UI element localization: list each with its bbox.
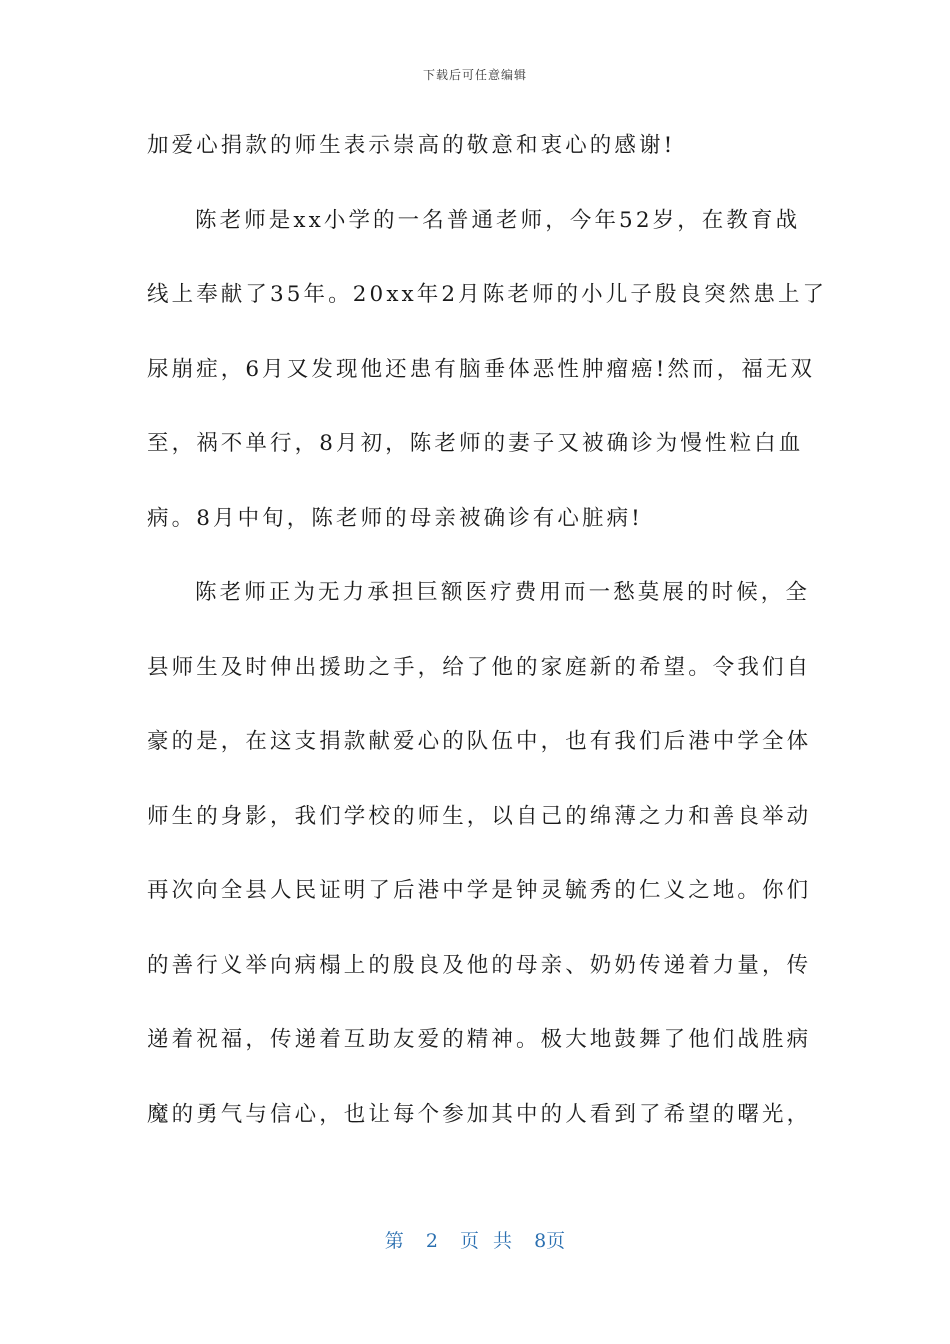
text-line: 尿崩症，6月又发现他还患有脑垂体恶性肿瘤癌!然而，福无双 [147, 356, 816, 382]
text-line: 陈老师正为无力承担巨额医疗费用而一愁莫展的时候，全 [195, 580, 811, 605]
page-header: 下载后可任意编辑 [422, 68, 527, 82]
text-line: 县师生及时伸出援助之手，给了他的家庭新的希望。令我们自 [147, 654, 812, 680]
text-line: 线上奉献了35年。20xx年2月陈老师的小儿子殷良突然患上了 [147, 282, 828, 307]
body-text [147, 122, 828, 1165]
text-line: 豪的是，在这支捐款献爱心的队伍中，也有我们后港中学全体 [147, 729, 812, 754]
footer-middle: 页 共 [460, 1230, 513, 1252]
text-line: 至，祸不单行，8月初，陈老师的妻子又被确诊为慢性粒白血 [147, 431, 804, 456]
text-line: 魔的勇气与信心，也让每个参加其中的人看到了希望的曙光， [147, 1101, 812, 1127]
text-line: 陈老师是xx小学的一名普通老师，今年52岁，在教育战 [195, 207, 801, 233]
text-line: 的善行义举向病榻上的殷良及他的母亲、奶奶传递着力量，传 [147, 952, 812, 978]
page-footer [0, 1226, 950, 1253]
text-line: 再次向全县人民证明了后港中学是钟灵毓秀的仁义之地。你们 [147, 878, 812, 903]
footer-total-pages: 8页 [534, 1230, 566, 1252]
text-line: 病。8月中旬，陈老师的母亲被确诊有心脏病! [147, 505, 643, 531]
text-line: 加爱心捐款的师生表示崇高的敬意和衷心的感谢! [147, 133, 676, 158]
text-line: 递着祝福，传递着互助友爱的精神。极大地鼓舞了他们战胜病 [147, 1027, 812, 1052]
footer-prefix: 第 [384, 1230, 404, 1252]
footer-current-page: 2 [425, 1230, 438, 1252]
text-line: 师生的身影，我们学校的师生，以自己的绵薄之力和善良举动 [147, 803, 812, 829]
